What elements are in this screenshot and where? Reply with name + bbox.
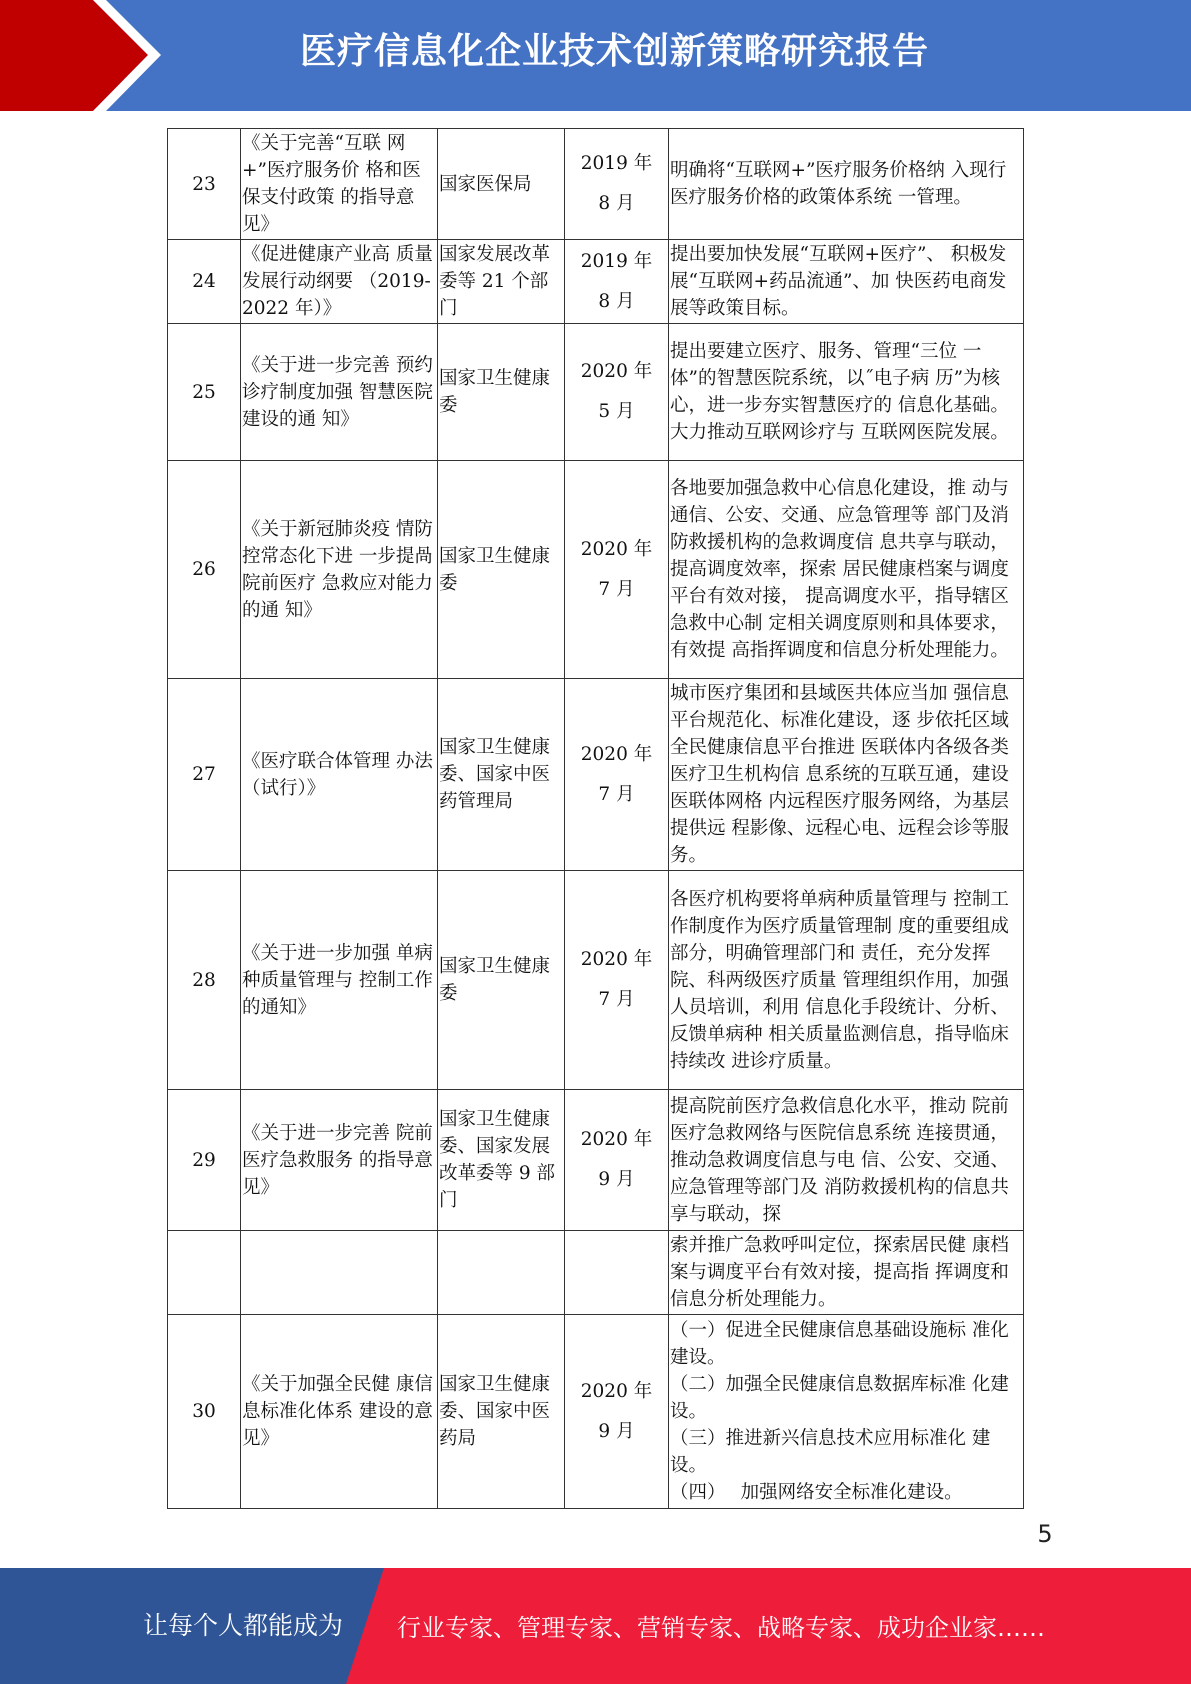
table-row — [168, 240, 1024, 324]
report-title: 医疗信息化企业技术创新策略研究报告 — [300, 31, 930, 72]
issue-date: 2020 年 7 月 — [565, 679, 669, 871]
table-row — [168, 129, 1024, 240]
issuing-agency: 国家卫生健康委、国家中医药局 — [438, 1315, 565, 1509]
issue-date: 2019 年 8 月 — [565, 240, 669, 324]
issue-date: 2019 年 8 月 — [565, 129, 669, 240]
table-row — [168, 871, 1024, 1090]
issuing-agency: 国家发展改革委等 21 个部门 — [438, 240, 565, 324]
row-number: 30 — [168, 1315, 241, 1509]
policy-name: 《关于进一步完善 预约诊疗制度加强 智慧医院建设的通 知》 — [241, 324, 438, 461]
table-row — [168, 1231, 1024, 1315]
policy-content: 提高院前医疗急救信息化水平，推动 院前医疗急救网络与医院信息系统 连接贯通，推动急救调度信息与电 信、公安、交通、应急管理等部门及 消防救援机构的信息共享与联动，探 — [669, 1090, 1024, 1231]
row-number: 25 — [168, 324, 241, 461]
row-number — [168, 1231, 241, 1315]
issue-date: 2020 年 9 月 — [565, 1315, 669, 1509]
issue-date: 2020 年 5 月 — [565, 324, 669, 461]
page-footer — [0, 1568, 1191, 1684]
row-number: 24 — [168, 240, 241, 324]
policy-content: 各地要加强急救中心信息化建设，推 动与通信、公安、交通、应急管理等 部门及消防救援机构的急救调度信 息共享与联动，提高调度效率，探索 居民健康档案与调度平台有效对接， 提高调度水平，指导辖区急救中心制 定相关调度原则和具体要求，有效提 高指挥调度和信息分析处理能力。 — [669, 461, 1024, 679]
policy-name — [241, 1231, 438, 1315]
row-number: 23 — [168, 129, 241, 240]
policy-content: 明确将“互联网+”医疗服务价格纳 入现行医疗服务价格的政策体系统 一管理。 — [669, 129, 1024, 240]
row-number: 27 — [168, 679, 241, 871]
issue-date: 2020 年 7 月 — [565, 871, 669, 1090]
row-number: 29 — [168, 1090, 241, 1231]
policy-name: 《医疗联合体管理 办法（试行）》 — [241, 679, 438, 871]
policy-name: 《关于完善“互联 网+”医疗服务价 格和医保支付政策 的指导意见》 — [241, 129, 438, 240]
policy-content: 索并推广急救呼叫定位，探索居民健 康档案与调度平台有效对接，提高指 挥调度和信息分析处理能力。 — [669, 1231, 1024, 1315]
issuing-agency: 国家医保局 — [438, 129, 565, 240]
page-header — [0, 0, 1191, 111]
issuing-agency: 国家卫生健康委、国家中医药管理局 — [438, 679, 565, 871]
issuing-agency: 国家卫生健康委 — [438, 871, 565, 1090]
policy-name: 《关于新冠肺炎疫 情防控常态化下进 一步提咼院前医疗 急救应对能力的通 知》 — [241, 461, 438, 679]
page-number: 5 — [1037, 1520, 1053, 1548]
policy-content: （一）促进全民健康信息基础设施标 准化建设。 （二）加强全民健康信息数据库标准 化建设。 （三）推进新兴信息技术应用标准化 建设。 （四） 加强网络安全标准化建设。 — [669, 1315, 1024, 1509]
issuing-agency: 国家卫生健康委 — [438, 324, 565, 461]
policy-content: 各医疗机构要将单病种质量管理与 控制工作制度作为医疗质量管理制 度的重要组成部分，明确管理部门和 责任，充分发挥院、科两级医疗质量 管理组织作用，加强人员培训，利用 信息化手段统计、分析、反馈单病种 相关质量监测信息，指导临床持续改 进诊疗质量。 — [669, 871, 1024, 1090]
table-row — [168, 461, 1024, 679]
table-row — [168, 679, 1024, 871]
table-row — [168, 324, 1024, 461]
issuing-agency — [438, 1231, 565, 1315]
issuing-agency: 国家卫生健康委、国家发展改革委等 9 部门 — [438, 1090, 565, 1231]
policy-content: 城市医疗集团和县域医共体应当加 强信息平台规范化、标准化建设，逐 步依托区域全民健康信息平台推进 医联体内各级各类医疗卫生机构信 息系统的互联互通，建设医联体网格 内远程医疗服务网络，为基层提供远 程影像、远程心电、远程会诊等服务。 — [669, 679, 1024, 871]
issue-date: 2020 年 7 月 — [565, 461, 669, 679]
policy-name: 《关于进一步完善 院前医疗急救服务 的指导意见》 — [241, 1090, 438, 1231]
footer-slogan-left: 让每个人都能成为 — [143, 1611, 344, 1640]
issue-date — [565, 1231, 669, 1315]
row-number: 28 — [168, 871, 241, 1090]
issue-date: 2020 年 9 月 — [565, 1090, 669, 1231]
policy-name: 《关于加强全民健 康信息标准化体系 建设的意见》 — [241, 1315, 438, 1509]
row-number: 26 — [168, 461, 241, 679]
policy-name: 《关于进一步加强 单病种质量管理与 控制工作的通知》 — [241, 871, 438, 1090]
issuing-agency: 国家卫生健康委 — [438, 461, 565, 679]
policy-table — [167, 128, 1024, 1509]
footer-slogan-right: 行业专家、管理专家、营销专家、战略专家、成功企业家…… — [397, 1614, 1045, 1642]
policy-content: 提出要建立医疗、服务、管理“三位 一体”的智慧医院系统，以˝电子病 历”为核心，进一步夯实智慧医疗的 信息化基础。大力推动互联网诊疗与 互联网医院发展。 — [669, 324, 1024, 461]
policy-name: 《促进健康产业高 质量发展行动纲要 （2019-2022 年）》 — [241, 240, 438, 324]
table-row — [168, 1315, 1024, 1509]
policy-content: 提出要加快发展“互联网+医疗”、 积极发展“互联网+药品流通”、加 快医药电商发展等政策目标。 — [669, 240, 1024, 324]
table-row — [168, 1090, 1024, 1231]
